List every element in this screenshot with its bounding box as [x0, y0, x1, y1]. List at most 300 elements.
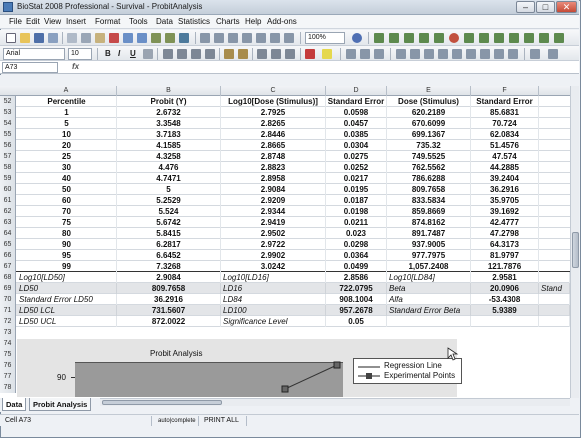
- table-cell[interactable]: -53.4308: [471, 294, 539, 305]
- table-cell[interactable]: 2.9581: [471, 272, 539, 283]
- toolbar-separator: [340, 48, 341, 60]
- table-row: [0, 129, 570, 140]
- table-cell[interactable]: 1,057.2408: [387, 261, 471, 272]
- table-cell[interactable]: 4.3258: [117, 151, 221, 162]
- border-left-icon[interactable]: [396, 49, 406, 59]
- strikethrough-icon[interactable]: [143, 49, 153, 59]
- paste-icon[interactable]: [95, 33, 105, 43]
- table-cell[interactable]: Stand: [539, 283, 570, 294]
- table-cell[interactable]: [539, 272, 570, 283]
- row-header[interactable]: 53: [0, 107, 16, 118]
- probit-chart[interactable]: [17, 335, 568, 397]
- table-cell[interactable]: 957.2678: [326, 305, 387, 316]
- table-cell[interactable]: 872.0022: [117, 316, 221, 327]
- menu-insert[interactable]: Insert: [66, 17, 87, 26]
- table-cell[interactable]: [539, 294, 570, 305]
- legend-label: Experimental Points: [384, 371, 456, 380]
- table-cell[interactable]: 1: [17, 107, 117, 118]
- new-file-icon[interactable]: [6, 33, 16, 43]
- percent-chart-icon[interactable]: [509, 33, 519, 43]
- table-cell[interactable]: 0.0195: [326, 184, 387, 195]
- table-cell[interactable]: 62.0834: [471, 129, 539, 140]
- table-cell[interactable]: 64.3173: [471, 239, 539, 250]
- table-cell[interactable]: 95: [17, 250, 117, 261]
- horizontal-scrollbar[interactable]: [100, 398, 570, 406]
- table-cell[interactable]: 809.7658: [387, 184, 471, 195]
- column-header-d[interactable]: D: [326, 86, 387, 96]
- table-cell[interactable]: 75: [17, 217, 117, 228]
- toolbar-separator: [524, 48, 525, 60]
- toolbar-separator: [300, 32, 301, 44]
- table-cell[interactable]: 786.6288: [387, 173, 471, 184]
- table-cell[interactable]: 3.3548: [117, 118, 221, 129]
- table-cell[interactable]: 99: [17, 261, 117, 272]
- sheet-tabs: [0, 398, 100, 412]
- table-cell[interactable]: Significance Level: [221, 316, 326, 327]
- align-right-icon[interactable]: [191, 49, 201, 59]
- row-header[interactable]: 78: [0, 382, 16, 393]
- border-none-icon[interactable]: [480, 49, 490, 59]
- status-cell: Cell A73: [2, 416, 152, 426]
- row-header[interactable]: 70: [0, 294, 16, 305]
- table-cell[interactable]: LD50: [17, 283, 117, 294]
- row-header[interactable]: 68: [0, 272, 16, 283]
- redo-icon[interactable]: [137, 33, 147, 43]
- table-cell[interactable]: [471, 316, 539, 327]
- table-cell[interactable]: 3.7183: [117, 129, 221, 140]
- mouse-cursor-icon: [447, 347, 459, 361]
- summary-row: [0, 316, 570, 327]
- bar-chart-icon[interactable]: [374, 33, 384, 43]
- table-cell[interactable]: 60: [17, 195, 117, 206]
- table-cell[interactable]: 908.1004: [326, 294, 387, 305]
- table-cell[interactable]: 2.7925: [221, 107, 326, 118]
- decrease-indent-icon[interactable]: [257, 49, 267, 59]
- copy-icon[interactable]: [67, 33, 77, 43]
- row-header[interactable]: 69: [0, 283, 16, 294]
- table-cell[interactable]: 20: [17, 140, 117, 151]
- table-cell[interactable]: 2.8586: [326, 272, 387, 283]
- area-chart-icon[interactable]: [404, 33, 414, 43]
- row-header[interactable]: 56: [0, 140, 16, 151]
- table-cell[interactable]: 0.05: [326, 316, 387, 327]
- table-cell[interactable]: 2.9722: [221, 239, 326, 250]
- open-folder-icon[interactable]: [20, 33, 30, 43]
- y-axis-tick-label: 90: [57, 373, 66, 382]
- bold-button[interactable]: B: [105, 49, 111, 58]
- table-cell[interactable]: [539, 316, 570, 327]
- merge-cells-icon[interactable]: [205, 49, 215, 59]
- toolbar-separator: [252, 48, 253, 60]
- table-cell[interactable]: 2.9902: [221, 250, 326, 261]
- menu-edit[interactable]: Edit: [26, 17, 40, 26]
- sort-desc-icon[interactable]: [165, 33, 175, 43]
- table-cell[interactable]: 735.32: [387, 140, 471, 151]
- borders-icon[interactable]: [285, 49, 295, 59]
- table-cell[interactable]: 2.8265: [221, 118, 326, 129]
- table-cell[interactable]: Standard Error: [326, 96, 387, 107]
- undo-icon[interactable]: [123, 33, 133, 43]
- table-cell[interactable]: Probit (Y): [117, 96, 221, 107]
- summary-row: [0, 294, 570, 305]
- table-cell[interactable]: 3.0242: [221, 261, 326, 272]
- toolbar-separator: [390, 48, 391, 60]
- formula-input[interactable]: [90, 62, 576, 73]
- border-thick-icon[interactable]: [494, 49, 504, 59]
- row-header[interactable]: 71: [0, 305, 16, 316]
- scroll-thumb[interactable]: [572, 232, 579, 268]
- row-header[interactable]: 54: [0, 118, 16, 129]
- table-cell[interactable]: 50: [17, 184, 117, 195]
- fill-color-icon[interactable]: [322, 49, 332, 59]
- standard-toolbar: [0, 30, 579, 46]
- boxplot-icon[interactable]: [434, 33, 444, 43]
- table-cell[interactable]: 20.0906: [471, 283, 539, 294]
- table-cell[interactable]: 731.5607: [117, 305, 221, 316]
- name-box[interactable]: A73: [2, 62, 58, 73]
- table-cell[interactable]: 10: [17, 129, 117, 140]
- border-outline-icon[interactable]: [452, 49, 462, 59]
- table-cell[interactable]: 977.7975: [387, 250, 471, 261]
- table-cell[interactable]: 0.0385: [326, 129, 387, 140]
- summary-row: [0, 272, 570, 283]
- summary-row: [0, 283, 570, 294]
- table-cell[interactable]: 2.8748: [221, 151, 326, 162]
- status-print[interactable]: PRINT ALL: [201, 416, 247, 426]
- table-cell[interactable]: 2.8446: [221, 129, 326, 140]
- table-cell[interactable]: 762.5562: [387, 162, 471, 173]
- zoom-select[interactable]: 100%: [305, 32, 345, 44]
- table-cell[interactable]: 0.0457: [326, 118, 387, 129]
- error-bar-chart-icon[interactable]: [524, 33, 534, 43]
- table-cell[interactable]: 70.724: [471, 118, 539, 129]
- vertical-scrollbar[interactable]: [570, 86, 579, 398]
- table-cell[interactable]: Standard Error Beta: [387, 305, 471, 316]
- row-header[interactable]: 60: [0, 184, 16, 195]
- table-cell[interactable]: LD50 UCL: [17, 316, 117, 327]
- border-diagonal-icon[interactable]: [466, 49, 476, 59]
- table-cell[interactable]: 80: [17, 228, 117, 239]
- table-cell[interactable]: 833.5834: [387, 195, 471, 206]
- font-color-icon[interactable]: [305, 49, 315, 59]
- probit-chart-icon[interactable]: [554, 33, 564, 43]
- formatting-toolbar: [0, 46, 579, 61]
- border-all-icon[interactable]: [346, 49, 356, 59]
- table-row: [0, 151, 570, 162]
- table-cell[interactable]: 0.0217: [326, 173, 387, 184]
- table-cell[interactable]: 0.0211: [326, 217, 387, 228]
- table-cell[interactable]: [539, 305, 570, 316]
- chart-plot-svg: [75, 357, 345, 397]
- table-row: [0, 195, 570, 206]
- table-cell[interactable]: 121.7876: [471, 261, 539, 272]
- table-row: [0, 118, 570, 129]
- row-header[interactable]: 73: [0, 327, 16, 338]
- table-cell[interactable]: 5: [17, 118, 117, 129]
- table-cell[interactable]: LD50 LCL: [17, 305, 117, 316]
- row-header[interactable]: 67: [0, 261, 16, 272]
- row-header[interactable]: 63: [0, 217, 16, 228]
- table-cell[interactable]: 670.6099: [387, 118, 471, 129]
- survival-chart-icon[interactable]: [539, 33, 549, 43]
- table-cell[interactable]: Standard Error LD50: [17, 294, 117, 305]
- table-row: [0, 217, 570, 228]
- table-cell[interactable]: 937.9005: [387, 239, 471, 250]
- table-cell[interactable]: 47.574: [471, 151, 539, 162]
- menu-format[interactable]: Format: [95, 17, 121, 26]
- app-icon: [3, 2, 13, 12]
- function-icon[interactable]: [284, 33, 294, 43]
- chart-insert-icon[interactable]: [256, 33, 266, 43]
- table-cell[interactable]: 51.4576: [471, 140, 539, 151]
- table-cell[interactable]: 0.0499: [326, 261, 387, 272]
- border-top-icon[interactable]: [424, 49, 434, 59]
- histogram-icon[interactable]: [419, 33, 429, 43]
- row-header[interactable]: 57: [0, 151, 16, 162]
- row-header[interactable]: 61: [0, 195, 16, 206]
- table-cell[interactable]: 2.8958: [221, 173, 326, 184]
- table-cell[interactable]: 5.2529: [117, 195, 221, 206]
- table-cell[interactable]: 620.2189: [387, 107, 471, 118]
- table-cell[interactable]: 0.0252: [326, 162, 387, 173]
- scatter-chart-icon[interactable]: [464, 33, 474, 43]
- table-cell[interactable]: 5.6742: [117, 217, 221, 228]
- table-cell[interactable]: 4.7471: [117, 173, 221, 184]
- table-row: [0, 228, 570, 239]
- border-inside-icon[interactable]: [360, 49, 370, 59]
- table-cell[interactable]: 6.2817: [117, 239, 221, 250]
- table-cell[interactable]: LD16: [221, 283, 326, 294]
- table-cell[interactable]: 39.1692: [471, 206, 539, 217]
- table-cell[interactable]: 5.524: [117, 206, 221, 217]
- border-cross-icon[interactable]: [374, 49, 384, 59]
- table-cell[interactable]: 6.6452: [117, 250, 221, 261]
- maximize-button[interactable]: □: [536, 1, 555, 13]
- underline-button[interactable]: U: [130, 49, 136, 58]
- table-row: [0, 206, 570, 217]
- image-icon[interactable]: [270, 33, 280, 43]
- column-chart-icon[interactable]: [494, 33, 504, 43]
- table-cell[interactable]: 809.7658: [117, 283, 221, 294]
- menu-help[interactable]: Help: [245, 17, 262, 26]
- table-cell[interactable]: 0.0364: [326, 250, 387, 261]
- column-header-a[interactable]: A: [16, 86, 117, 96]
- table-cell[interactable]: 4.476: [117, 162, 221, 173]
- table-cell[interactable]: 81.9797: [471, 250, 539, 261]
- table-cell[interactable]: Log10[LD16]: [221, 272, 326, 283]
- grid-icon[interactable]: [228, 33, 238, 43]
- percent-icon[interactable]: [238, 49, 248, 59]
- table-cell[interactable]: 749.5525: [387, 151, 471, 162]
- table-cell[interactable]: Log10[LD50]: [17, 272, 117, 283]
- column-header-b[interactable]: B: [117, 86, 221, 96]
- experimental-point: [334, 362, 340, 368]
- menu-addons[interactable]: Add-ons: [267, 17, 297, 26]
- italic-button[interactable]: I: [118, 49, 121, 58]
- border-bottom-icon[interactable]: [438, 49, 448, 59]
- toolbar-separator: [368, 32, 369, 44]
- table-cell[interactable]: 25: [17, 151, 117, 162]
- function-icon[interactable]: fx: [72, 62, 80, 71]
- table-cell[interactable]: 40: [17, 173, 117, 184]
- row-header[interactable]: 64: [0, 228, 16, 239]
- table-cell[interactable]: 47.2798: [471, 228, 539, 239]
- cut-icon[interactable]: [81, 33, 91, 43]
- row-header[interactable]: 62: [0, 206, 16, 217]
- table-cell[interactable]: 5.8415: [117, 228, 221, 239]
- table-cell[interactable]: 5: [117, 184, 221, 195]
- table-cell[interactable]: 2.6732: [117, 107, 221, 118]
- row-header[interactable]: 72: [0, 316, 16, 327]
- menu-file[interactable]: File: [9, 17, 22, 26]
- column-header-e[interactable]: E: [387, 86, 471, 96]
- row-header[interactable]: 75: [0, 349, 16, 360]
- h-scroll-thumb[interactable]: [102, 400, 222, 405]
- point-swatch: [366, 373, 372, 379]
- table-cell[interactable]: 5.9389: [471, 305, 539, 316]
- menu-bar: [0, 15, 579, 29]
- table-cell[interactable]: 891.7487: [387, 228, 471, 239]
- table-cell[interactable]: Alfa: [387, 294, 471, 305]
- table-cell[interactable]: 4.1585: [117, 140, 221, 151]
- table-cell[interactable]: 0.0304: [326, 140, 387, 151]
- toolbar-separator: [219, 48, 220, 60]
- table-cell[interactable]: Log10[Dose (Stimulus)]: [221, 96, 326, 107]
- table-cell[interactable]: Dose (Stimulus): [387, 96, 471, 107]
- toolbar-separator: [97, 48, 98, 60]
- table-cell[interactable]: 70: [17, 206, 117, 217]
- table-cell[interactable]: 0.0198: [326, 206, 387, 217]
- table-cell[interactable]: 39.2404: [471, 173, 539, 184]
- toolbar-separator: [300, 48, 301, 60]
- table-cell[interactable]: 85.6831: [471, 107, 539, 118]
- table-cell[interactable]: 2.8823: [221, 162, 326, 173]
- save-icon[interactable]: [34, 33, 44, 43]
- table-cell[interactable]: 2.9419: [221, 217, 326, 228]
- row-header[interactable]: 66: [0, 250, 16, 261]
- table-row: [0, 140, 570, 151]
- table-cell[interactable]: 0.0275: [326, 151, 387, 162]
- table-cell[interactable]: 42.4777: [471, 217, 539, 228]
- table-cell[interactable]: 30: [17, 162, 117, 173]
- table-cell[interactable]: [387, 316, 471, 327]
- minimize-button[interactable]: –: [516, 1, 535, 13]
- table-cell[interactable]: 0.0187: [326, 195, 387, 206]
- table-cell[interactable]: 90: [17, 239, 117, 250]
- table-cell[interactable]: 0.0598: [326, 107, 387, 118]
- formula-bar: [0, 61, 579, 74]
- row-header[interactable]: 77: [0, 371, 16, 382]
- tab-data[interactable]: Data: [2, 398, 26, 411]
- table-icon[interactable]: [242, 33, 252, 43]
- table-cell[interactable]: LD84: [221, 294, 326, 305]
- column-headers: [0, 86, 570, 96]
- row-header[interactable]: 74: [0, 338, 16, 349]
- row-header[interactable]: 52: [0, 96, 16, 107]
- row-header[interactable]: 76: [0, 360, 16, 371]
- table-row: [0, 261, 570, 272]
- column-header-f[interactable]: F: [471, 86, 539, 96]
- table-cell[interactable]: 7.3268: [117, 261, 221, 272]
- line-chart-icon[interactable]: [389, 33, 399, 43]
- print-icon[interactable]: [48, 33, 58, 43]
- pie-chart-icon[interactable]: [449, 33, 459, 43]
- column-header-g[interactable]: [539, 86, 570, 96]
- table-cell[interactable]: 36.2916: [471, 184, 539, 195]
- filter-icon[interactable]: [179, 33, 189, 43]
- menu-data[interactable]: Data: [156, 17, 173, 26]
- table-cell[interactable]: 859.8669: [387, 206, 471, 217]
- title-bar: [0, 0, 579, 15]
- status-mode: auto|complete: [155, 416, 199, 426]
- table-row: [0, 162, 570, 173]
- regression-line: [285, 365, 337, 389]
- table-cell[interactable]: 2.8665: [221, 140, 326, 151]
- font-size-select[interactable]: 10: [68, 48, 92, 60]
- table-cell[interactable]: Standard Error: [471, 96, 539, 107]
- tab-probit-analysis[interactable]: Probit Analysis: [29, 398, 91, 411]
- border-right-icon[interactable]: [410, 49, 420, 59]
- table-cell[interactable]: 0.023: [326, 228, 387, 239]
- toolbar-overflow-icon[interactable]: [548, 49, 558, 59]
- currency-icon[interactable]: [224, 49, 234, 59]
- column-header-c[interactable]: C: [221, 86, 326, 96]
- stacked-chart-icon[interactable]: [479, 33, 489, 43]
- table-cell[interactable]: 699.1367: [387, 129, 471, 140]
- table-cell[interactable]: 2.9209: [221, 195, 326, 206]
- border-double-icon[interactable]: [508, 49, 518, 59]
- table-cell[interactable]: 2.9502: [221, 228, 326, 239]
- line-style-icon[interactable]: [530, 49, 540, 59]
- table-cell[interactable]: LD100: [221, 305, 326, 316]
- table-cell[interactable]: 2.9344: [221, 206, 326, 217]
- menu-charts[interactable]: Charts: [216, 17, 240, 26]
- menu-tools[interactable]: Tools: [129, 17, 148, 26]
- table-cell[interactable]: Log10[LD84]: [387, 272, 471, 283]
- table-cell[interactable]: 36.2916: [117, 294, 221, 305]
- row-header[interactable]: 65: [0, 239, 16, 250]
- delete-icon[interactable]: [109, 33, 119, 43]
- row-header[interactable]: 58: [0, 162, 16, 173]
- table-cell[interactable]: 722.0795: [326, 283, 387, 294]
- align-left-icon[interactable]: [163, 49, 173, 59]
- font-name-select[interactable]: Arial: [3, 48, 65, 60]
- row-header[interactable]: 59: [0, 173, 16, 184]
- insert-row-icon[interactable]: [200, 33, 210, 43]
- table-cell[interactable]: 874.8162: [387, 217, 471, 228]
- menu-statistics[interactable]: Statistics: [178, 17, 211, 26]
- table-cell[interactable]: 2.9084: [117, 272, 221, 283]
- table-cell[interactable]: 2.9084: [221, 184, 326, 195]
- align-center-icon[interactable]: [177, 49, 187, 59]
- help-icon[interactable]: [352, 33, 362, 43]
- insert-column-icon[interactable]: [214, 33, 224, 43]
- row-header[interactable]: 55: [0, 129, 16, 140]
- sort-asc-icon[interactable]: [151, 33, 161, 43]
- table-cell[interactable]: 0.0298: [326, 239, 387, 250]
- table-cell[interactable]: 35.9705: [471, 195, 539, 206]
- chart-legend: [353, 358, 462, 384]
- chart-title: Probit Analysis: [150, 349, 203, 358]
- summary-row: [0, 305, 570, 316]
- sheet-top-band: [0, 75, 579, 86]
- table-cell[interactable]: Beta: [387, 283, 471, 294]
- table-cell[interactable]: Percentile: [17, 96, 117, 107]
- table-cell[interactable]: 44.2885: [471, 162, 539, 173]
- increase-indent-icon[interactable]: [271, 49, 281, 59]
- close-button[interactable]: ✕: [556, 1, 577, 13]
- menu-view[interactable]: View: [44, 17, 62, 26]
